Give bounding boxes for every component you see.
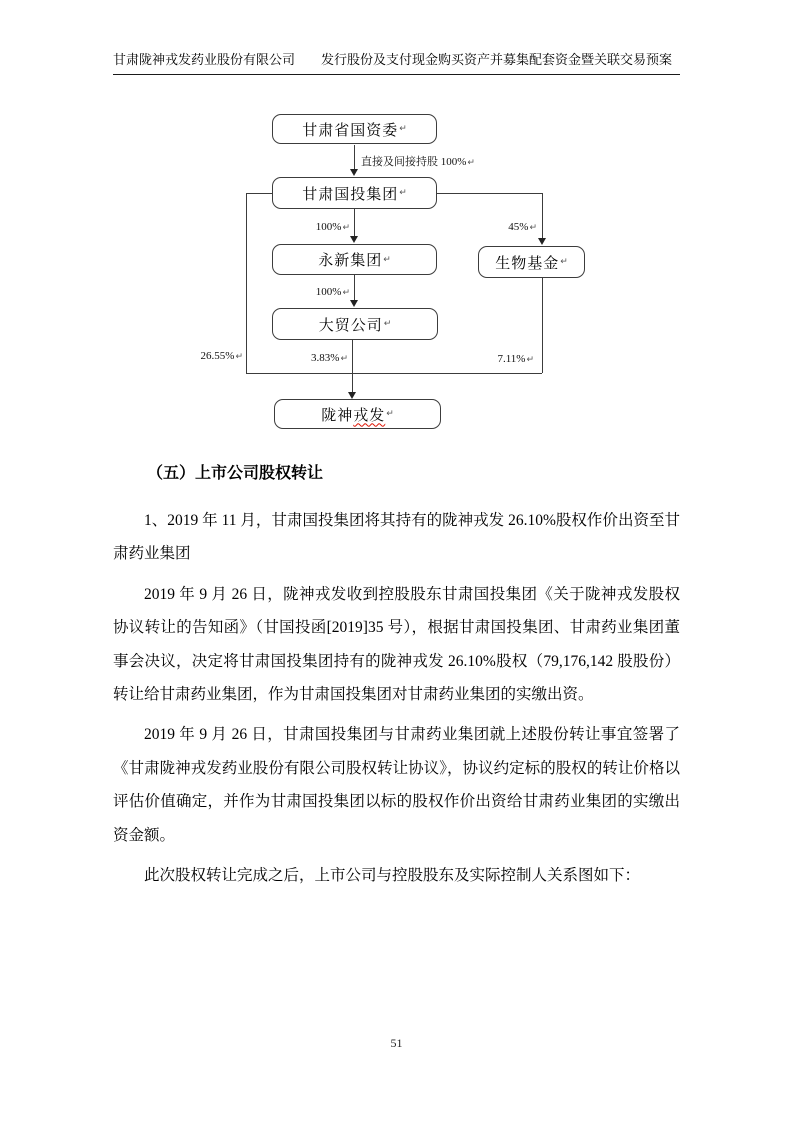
return-mark: ↵ bbox=[340, 354, 348, 364]
org-node-damao-company bbox=[272, 308, 438, 340]
edge-label-guotou-yongxin: 100%↵ bbox=[315, 221, 350, 233]
connector-line bbox=[246, 193, 247, 373]
paragraph: 此次股权转让完成之后，上市公司与控股股东及实际控制人关系图如下： bbox=[144, 867, 641, 885]
connector-line bbox=[354, 209, 355, 237]
org-node-bio-fund bbox=[478, 246, 585, 278]
edge-label-sasac-guotou: 直接及间接持股 100%↵ bbox=[361, 156, 475, 168]
org-node-gansu-sasac bbox=[272, 114, 437, 144]
return-mark: ↵ bbox=[383, 254, 391, 265]
arrow-down-icon bbox=[350, 236, 358, 243]
connector-line bbox=[354, 145, 355, 170]
connector-line bbox=[352, 340, 353, 392]
return-mark: ↵ bbox=[235, 352, 243, 362]
org-node-label: 永新集团 bbox=[318, 253, 383, 269]
header-company-name: 甘肃陇神戎发药业股份有限公司 bbox=[113, 52, 296, 67]
return-mark: ↵ bbox=[560, 257, 568, 267]
return-mark: ↵ bbox=[399, 124, 407, 134]
edge-label-guotou-biofund: 45%↵ bbox=[508, 221, 537, 233]
arrow-down-icon bbox=[350, 300, 358, 307]
paragraph: 2019 年 9 月 26 日，甘肃国投集团与甘肃药业集团就上述股份转让事宜签署了《甘肃陇神戎发药业股份有限公司股权转让协议》，协议约定标的股权的转让价格以评估价值确定，并作为甘肃国投集团以标的股权作价出资给甘肃药业集团的实缴出资金额。 bbox=[113, 726, 680, 844]
org-node-label: 甘肃省国资委 bbox=[302, 122, 399, 139]
connector-line bbox=[354, 275, 355, 301]
body-content bbox=[113, 464, 680, 899]
return-mark: ↵ bbox=[342, 288, 350, 298]
return-mark: ↵ bbox=[383, 319, 392, 329]
edge-label-guotou-longshen: 26.55%↵ bbox=[200, 350, 243, 362]
arrow-down-icon bbox=[348, 392, 356, 399]
edge-label-biofund-longshen: 7.11%↵ bbox=[497, 353, 534, 365]
edge-label-yongxin-damao: 100%↵ bbox=[315, 286, 350, 298]
return-mark: ↵ bbox=[467, 158, 475, 168]
org-node-label: 大贸公司 bbox=[318, 317, 383, 334]
return-mark: ↵ bbox=[342, 223, 350, 233]
return-mark: ↵ bbox=[529, 223, 537, 233]
connector-line bbox=[437, 193, 542, 194]
page-number: 51 bbox=[390, 1036, 403, 1050]
paragraph: 2019 年 9 月 26 日，陇神戎发收到控股股东甘肃国投集团《关于陇神戎发股权协议转让的告知函》（甘国投函[2019]35 号），根据甘肃国投集团、甘肃药业集团董事会决议，决定将甘肃国投集团持有的陇神戎发 26.10%股权（79,176,142 股股份）转让给甘肃药业集团，作为甘肃国投集团对甘肃药业集团的实缴出资。 bbox=[113, 585, 680, 704]
org-node-label: 甘肃国投集团 bbox=[302, 186, 399, 203]
connector-line bbox=[246, 373, 542, 374]
org-node-label: 生物基金 bbox=[495, 255, 560, 272]
org-chart bbox=[0, 0, 793, 450]
org-node-label-misspell: 戎发 bbox=[353, 407, 386, 424]
org-node-label: 陇神 bbox=[321, 407, 354, 424]
connector-line bbox=[542, 193, 543, 239]
header-doc-title: 发行股份及支付现金购买资产并募集配套资金暨关联交易预案 bbox=[321, 52, 673, 67]
section-heading: （五）上市公司股权转让 bbox=[147, 465, 324, 482]
connector-line bbox=[246, 193, 272, 194]
org-node-longshen-rongfa bbox=[274, 399, 441, 429]
org-node-gansu-guotou bbox=[272, 177, 437, 209]
return-mark: ↵ bbox=[386, 409, 394, 419]
connector-line bbox=[542, 278, 543, 373]
arrow-down-icon bbox=[350, 169, 358, 176]
paragraph: 1、2019 年 11 月，甘肃国投集团将其持有的陇神戎发 26.10%股权作价出资至甘肃药业集团 bbox=[113, 512, 680, 563]
org-node-yongxin-group bbox=[272, 244, 437, 275]
return-mark: ↵ bbox=[399, 188, 407, 198]
arrow-down-icon bbox=[538, 238, 546, 245]
edge-label-damao-longshen: 3.83%↵ bbox=[311, 352, 348, 364]
return-mark: ↵ bbox=[526, 355, 534, 365]
